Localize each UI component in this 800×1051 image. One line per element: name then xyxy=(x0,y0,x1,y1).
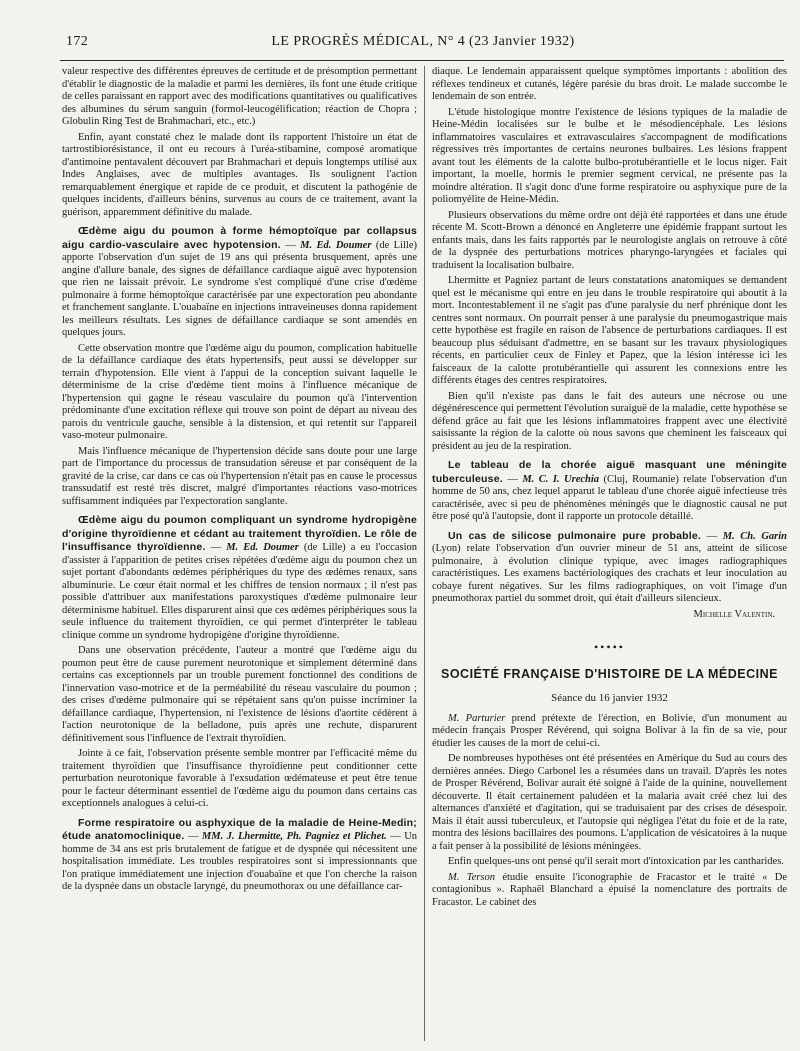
article-author: M. Ed. Doumer xyxy=(226,542,299,553)
society-title: SOCIÉTÉ FRANÇAISE D'HISTOIRE DE LA MÉDECINE xyxy=(440,666,778,681)
paragraph: Plusieurs observations du même ordre ont déjà été rapportées et dans une étude récente M. Scott-Brown a dénoncé en Angleterre une épidémie frappant surtout les enfants mais, dans les faits rapportés par le neurologiste anglais on retrouve à côté de la dyspnée des perturbations motrices pharyngo-laryngées et faciales qui traduisent la localisation bulbaire. xyxy=(432,209,787,271)
paragraph: diaque. Le lendemain apparaissent quelque symptômes importants : abolition des réflexes tendineux et cutanés, légère parésie du bras droit. Le malade succombe le lendemain de son entrée. xyxy=(432,66,787,102)
article-text: (Cluj, Roumanie) relate l'observation d'un homme de 50 ans, chez lequel apparut le tableau d'une chorée aiguë infectieuse très caractérisée, avec si peu de phénomènes méningés que le diagnostic causal ne put être posé qu'à l'autopsie, dont il rapporte un protocole détaillé. xyxy=(432,473,787,522)
section-ornament: ••••• xyxy=(593,640,625,654)
paragraph: Enfin quelques-uns ont pensé qu'il serait mort d'intoxication par les cantharides. xyxy=(448,856,784,867)
paragraph: Bien qu'il n'existe pas dans le fait des auteurs une nécrose ou une dégénérescence qui permettent l'évolution suraiguë de la maladie, cette hypothèse se défend grâce au fait que les lésions inflammatoires frappent avec une électivité saisissante la région de la calotte où nous savons que cheminent les faisceaux qui président au jeu de la respiration. xyxy=(432,390,787,452)
article-text: (de Lille) a eu l'occasion d'assister à l'apparition de petites crises répétées d'œdème aigu du poumon chez un sujet portant d'abondants œdèmes périphériques du type des œdèmes renaux, sans albuminurie. Le cœur était normal et les chiffres de tension normaux ; il n'est pas possible d'attribuer aux manifestations paroxystiques d'œdème pulmonaire leur déterminisme habituel. Elles disparurent ainsi que ces œdèmes périphériques sous la seule influence du traitement thyroïdien, ce qui permet d'interpréter le tableau clinique comme un syndrome hydropigène d'origine thyroïdienne. xyxy=(62,542,417,641)
article-heading: Forme respiratoire ou asphyxique de la maladie de Heine-Medin; étude anatomoclinique. xyxy=(62,816,417,842)
article-text: (de Lille) apporte l'observation d'un sujet de 19 ans qui présenta brusquement, après une angine d'allure banale, des signes de défaillance cardiaque aiguë avec hypotension que rien ne laissait prévoir. Le syndrome s'est compliqué d'une crise d'œdème pulmonaire à forme hémoptoïque caractérisée par une expectoration peu abondante et franchement sanglante. L'ouabaïne en injections intraveineuses donna rapidement les meilleurs résultats. Les signes de défaillance cardiaque se sont amendés en quelques jours. xyxy=(62,239,417,338)
speaker-name: M. Terson xyxy=(448,871,495,883)
article-author: M. Ed. Doumer xyxy=(300,239,372,251)
article-author: M. C. I. Urechia xyxy=(522,473,600,485)
paragraph: De nombreuses hypothèses ont été présentées en Amérique du Sud au cours des dernières années. Diego Carbonel les a résumées dans un travail. D'après les notes de Prosper Révérend, Bolivar aurait été soigné à l'aide de la quinine, nouvellement découverte. Il était certainement paludéen et la malaria avait créé chez lui des alternances d'anxiété et d'agitation, qui se traduisaient par des crises de désespoir. Mais il était aussi tuberculeux, et l'autopsie qui négligea l'état du foie et de la rate, montra des lésions bacillaires des poumons. L'application de vésicatoires à la nuque a fait penser à la possibilité de lésions méningées. xyxy=(432,753,787,852)
author-signature: Michelle Valentin. xyxy=(693,608,775,620)
running-title: LE PROGRÈS MÉDICAL, N° 4 (23 Janvier 1932) xyxy=(271,34,575,49)
paragraph: Jointe à ce fait, l'observation présente semble montrer par l'efficacité même du traitement thyroïdien que l'insuffisance thyroïdienne peut conditionner cette perturbation neurotonique favorable à l'exsudation œdémateuse et peut être tenue pour le facteur déterminant essentiel de l'œdème aigu du poumon dans certains cas exceptionnels analogues à celui-ci. xyxy=(62,748,417,809)
paragraph: M. Parturier prend prétexte de l'érection, en Bolivie, d'un monument au médecin français Prosper Révérend, qui soigna Bolivar à la fin de sa vie, pour étudier les causes de la mort de celui-ci. xyxy=(432,712,787,749)
article-choree: Le tableau de la chorée aiguë masquant une méningite tuberculeuse. — M. C. I. Urechia (Cluj, Roumanie) relate l'observation d'un homme de 50 ans, chez lequel apparut le tableau d'une chorée aiguë infectieuse très caractérisée, avec si peu de phénomènes méningés que le diagnostic causal ne put être posé qu'à l'autopsie, dont il rapporte un protocole détaillé. xyxy=(432,459,787,522)
article-author: MM. J. Lhermitte, Ph. Pagniez et Plichet. xyxy=(201,831,387,842)
session-date: Séance du 16 janvier 1932 xyxy=(551,692,668,704)
paragraph: valeur respective des différentes épreuves de certitude et de présomption permettant d'établir le diagnostic de la maladie et parmi les dernières, ils font une étude critique de celles paraissant en rapport avec des modifications quantitatives ou qualificatives des albumines du sérum sanguin (formol-leucogélification; réaction de Chopra ; Globulin Ring Test de Brahmachari, etc., etc.) xyxy=(62,66,417,127)
page-header xyxy=(66,34,780,54)
article-author: M. Ch. Garin xyxy=(722,530,787,542)
article-heading: Le tableau de la chorée aiguë masquant une méningite tuberculeuse. xyxy=(432,459,787,485)
paragraph: Enfin, ayant constaté chez le malade dont ils rapportent l'histoire un état de tartrostibiorésistance, il ont eu recours à l'uréa-stibamine, composé aromatique d'antimoine pentavalent découvert par Brahmachari et depuis longtemps utilisé aux Indes Anglaises, avec de multiples avantages. Ils soulignent l'action remarquablement énergique et rapide de ce produit, et discutent la pathogénie de quelques incidents, d'ailleurs bénins, survenus au cours de ce traitement, avant la guérison, apparemment définitive du malade. xyxy=(62,131,417,218)
right-column xyxy=(432,66,787,1044)
column-divider xyxy=(424,66,425,1041)
paragraph: Mais l'influence mécanique de l'hypertension décide sans doute pour une large part de l'importance du processus de transudation séreuse et par conséquent de la gravité de la crise, car dans ce cas où l'hypertension n'était pas en cause le processus transsudatif est resté très discret, malgré d'importantes réactions vaso-motrices suffisamment indiquées par l'expectoration sanglante. xyxy=(62,445,417,507)
paragraph: Cette observation montre que l'œdème aigu du poumon, complication habituelle de la défaillance cardiaque des états hypertensifs, peut aussi se développer sur terrain d'hypotension. Elle vient à l'appui de la conception suivant laquelle le déterminisme de la crise d'œdème tient moins à l'influence mécanique de l'hypertension qui gagne le réseau vasculaire du poumon qu'à l'intervention prédominante d'une excitation réflexe qui trouve son point de départ au niveau des parois du ventricule gauche, sensible à la distension, et qui retentit sur l'appareil vaso-moteur pulmonaire. xyxy=(62,342,417,441)
paragraph: Lhermitte et Pagniez partant de leurs constatations anatomiques se demandent quel est le mécanisme qui entre en jeu dans le trouble respiratoire qui aboutit à la mort. Incontestablement il ne s'agit pas d'une paralysie du nerf phrénique dont les centres sont normaux. On pourrait penser à une paralysie du pneumogastrique mais cette hypothèse est fragile en raison de l'absence de perturbations cardiaques. Il est beaucoup plus séduisant d'admettre, en se basant sur les travaux physiologiques récents, en particulier ceux de Finley et Papez, que la lésion intéresse ici les faisceaux de la calotte protubérantielle qui assurent les connexions entre les différents étages des centres respiratoires. xyxy=(432,275,787,386)
article-silicose: Un cas de silicose pulmonaire pure probable. — M. Ch. Garin (Lyon) relate l'observation d'un ouvrier mineur de 51 ans, atteint de silicose pulmonaire, à évolution clinique typique, avec images radiographiques caractéristiques. Les examens bactériologiques des crachats et leur inoculation au cobaye furent négatives. Sur les films radiographiques, on voit l'image d'un pneumothorax partiel du sommet droit, qui était d'ailleurs silencieux. xyxy=(432,529,787,604)
paragraph: M. Terson étudie ensuite l'iconographie de Fracastor et le traité « De contagionibus ». Raphaël Blanchard a épuisé la nomenclature des portraits de Fracastor. Le cabinet des xyxy=(432,871,787,908)
speaker-name: M. Parturier xyxy=(448,712,506,724)
article-oedeme-hypotension: Œdème aigu du poumon à forme hémoptoïque par collapsus aigu cardio-vasculaire avec hypotension. — M. Ed. Doumer (de Lille) apporte l'observation d'un sujet de 19 ans qui présenta brusquement, après une angine d'allure banale, des signes de défaillance cardiaque aiguë avec hypotension que rien ne laissait prévoir. Le syndrome s'est compliqué d'une crise d'œdème pulmonaire à forme hémoptoïque caractérisée par une expectoration peu abondante et franchement sanglante. L'ouabaïne en injections intraveineuses donna rapidement les meilleurs résultats. Les signes de défaillance cardiaque se sont amendés en quelques jours. xyxy=(62,225,417,338)
article-text: (Lyon) relate l'observation d'un ouvrier mineur de 51 ans, atteint de silicose pulmonaire, à évolution clinique typique, avec images radiographiques caractéristiques. Les examens bactériologiques des crachats et leur inoculation au cobaye furent négatives. Sur les films radiographiques, on voit l'image d'un pneumothorax partiel du sommet droit, qui était d'ailleurs silencieux. xyxy=(432,543,787,604)
page-number: 172 xyxy=(66,34,89,49)
article-heading: Un cas de silicose pulmonaire pure probable. xyxy=(448,529,702,542)
article-text: — Un homme de 34 ans est pris brutalement de fatigue et de dyspnée qui nécessitent une hospitalisation immédiate. Les troubles respiratoires sont si impressionnants que l'on pratique immédiatement une injection d'ouabaïne et que l'on cherche la raison de la dyspnée dans un obstacle laryngé, du pneumothorax ou une défaillance car- xyxy=(62,831,417,892)
article-heine-medin: Forme respiratoire ou asphyxique de la maladie de Heine-Medin; étude anatomoclinique. — MM. J. Lhermitte, Ph. Pagniez et Plichet. — Un homme de 34 ans est pris brutalement de fatigue et de dyspnée qui nécessitent une hospitalisation immédiate. Les troubles respiratoires sont si impressionnants que l'on pratique immédiatement une injection d'ouabaïne et que l'on cherche la raison de la dyspnée dans un obstacle laryngé, du pneumothorax ou une défaillance car- xyxy=(62,816,417,892)
article-heading: Œdème aigu du poumon à forme hémoptoïque par collapsus aigu cardio-vasculaire avec hypotension. xyxy=(62,225,417,251)
paragraph: L'étude histologique montre l'existence de lésions typiques de la maladie de Heine-Médin localisées sur le bulbe et le mésodiencéphale. Les lésions inflammatoires vasculaires et extravasculaires s'accompagnent de modifications régressives très importantes de certains neurones bulbaires. Les lésions frappent avant tout les éléments de la calotte bulbo-protubérantielle et le locus niger. Fait important, la moelle, hormis le premier segment cervical, ne présente pas la moindre altération. Il s'agit donc d'une forme respiratoire ou asphyxique pure de la poliomyélite de Heine-Médin. xyxy=(432,106,787,205)
article-oedeme-thyroidien: Œdème aigu du poumon compliquant un syndrome hydropigène d'origine thyroïdienne et cédant au traitement thyroïdien. Le rôle de l'insuffisance thyroïdienne. — M. Ed. Doumer (de Lille) a eu l'occasion d'assister à l'apparition de petites crises répétées d'œdème aigu du poumon chez un sujet portant d'abondants œdèmes périphériques du type des œdèmes renaux, sans albuminurie. Le cœur était normal et les chiffres de tension normaux ; il n'est pas possible d'attribuer aux manifestations paroxystiques d'œdème pulmonaire leur déterminisme habituel. Elles disparurent ainsi que ces œdèmes périphériques sous la seule influence du traitement thyroïdien, ce qui permet d'interpréter le tableau clinique comme un syndrome hydropigène d'origine thyroïdienne. xyxy=(62,514,417,641)
left-column xyxy=(62,66,417,1044)
header-rule xyxy=(60,60,784,61)
article-heading: Œdème aigu du poumon compliquant un syndrome hydropigène d'origine thyroïdienne et cédant au traitement thyroïdien. Le rôle de l'insuffisance thyroïdienne. xyxy=(62,514,417,553)
paragraph: Dans une observation précédente, l'auteur a montré que l'œdème aigu du poumon peut être de cause purement neurotonique et simplement déterminé dans certains cas exceptionnels par un trouble purement fonctionnel des conditions de l'innervation vaso-motrice et de la perméabilité du réseau vasculaire du poumon ; des crises d'œdème pulmonaire qui se répétaient sans qu'on puisse incriminer la défaillance cardiaque, l'hypertension, ni l'existence de lésions d'aortite cédèrent à l'action neurotonique de la belladone, puis après une rechute, disparurent définitivement sous l'influence de l'extrait thyroïdien. xyxy=(62,645,417,744)
